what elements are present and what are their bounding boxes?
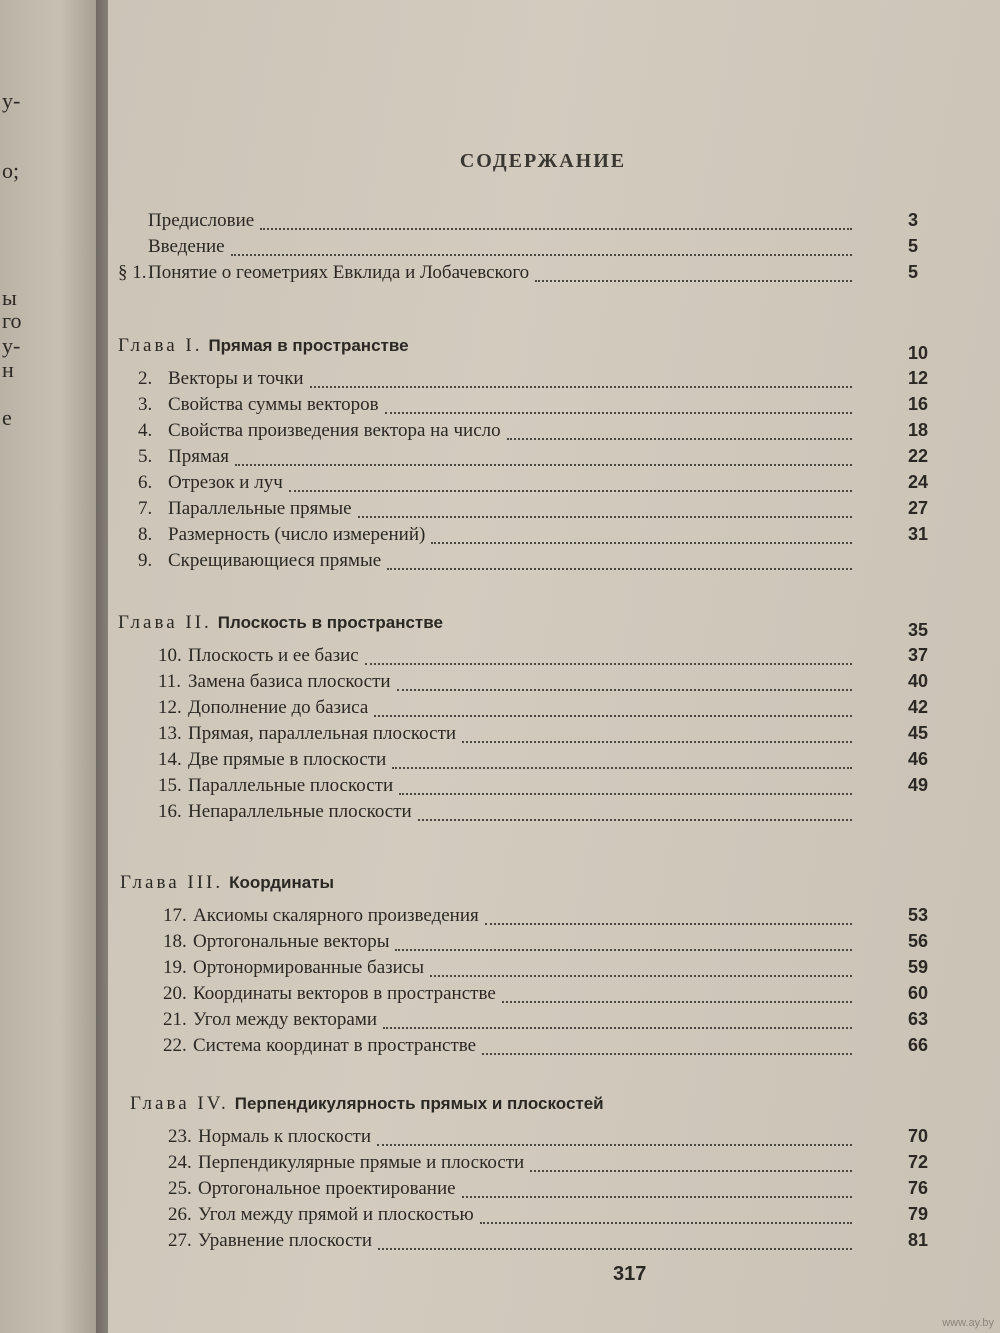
dot-leader (431, 528, 852, 544)
toc-entry-page: 22 (908, 446, 929, 466)
toc-entry (138, 550, 858, 574)
toc-entry-page: 16 (908, 394, 929, 414)
dot-leader (418, 805, 852, 821)
toc-page-cell (908, 697, 928, 721)
toc-entry-label: Параллельные прямые (168, 498, 352, 519)
dot-leader (235, 450, 852, 466)
toc-entry (163, 1009, 858, 1033)
toc-entry (163, 983, 858, 1007)
dot-leader (365, 649, 852, 665)
dot-leader (535, 266, 852, 282)
toc-page-cell (908, 420, 928, 444)
toc-entry-label: Параллельные плоскости (188, 775, 394, 796)
toc-entry-label: Скрещивающиеся прямые (168, 550, 382, 571)
toc-entry (158, 723, 858, 747)
toc-entry-number: 16. (158, 801, 182, 822)
toc-entry-page: 70 (908, 1126, 929, 1146)
toc-entry-label: Нормаль к плоскости (198, 1126, 372, 1147)
toc-entry-page: 12 (908, 368, 929, 388)
watermark: www.ay.by (942, 1317, 994, 1329)
toc-page-cell (908, 236, 918, 260)
toc-entry-page: 59 (908, 957, 929, 977)
toc-entry-label: Непараллельные плоскости (188, 801, 412, 822)
toc-entry (163, 957, 858, 981)
dot-leader (480, 1208, 852, 1224)
toc-entry-number: 13. (158, 723, 182, 744)
toc-entry-page: 31 (908, 524, 929, 544)
chapter-title: Плоскость в пространстве (217, 613, 443, 632)
dot-leader (462, 1182, 852, 1198)
toc-page-cell (908, 1009, 928, 1033)
dot-leader (397, 675, 852, 691)
toc-entry-label: Свойства суммы векторов (168, 394, 379, 415)
toc-entry (168, 1204, 858, 1228)
toc-entry-number: 7. (138, 498, 153, 519)
toc-page-cell (908, 343, 928, 367)
toc-page-cell (908, 1178, 928, 1202)
toc-entry-label: Прямая, параллельная плоскости (188, 723, 457, 744)
toc-entry (168, 1178, 858, 1202)
toc-entry-label: Плоскость и ее базис (188, 645, 359, 666)
toc-entry-number: 25. (168, 1178, 192, 1199)
dot-leader (310, 372, 852, 388)
toc-page-cell (908, 620, 928, 644)
toc-entry (138, 446, 858, 470)
left-text-fragment: у- (2, 88, 21, 113)
toc-entry (158, 749, 858, 773)
toc-entry-number: 20. (163, 983, 187, 1004)
toc-entry-number: 18. (163, 931, 187, 952)
toc-entry-label: Угол между векторами (193, 1009, 378, 1030)
chapter-title: Координаты (229, 873, 335, 892)
dot-leader (385, 398, 852, 414)
toc-entry-label: Векторы и точки (168, 368, 304, 389)
toc-page-cell (908, 1152, 928, 1176)
toc-entry-label: Две прямые в плоскости (188, 749, 387, 770)
chapter-page: 35 (908, 620, 929, 640)
toc-page-cell (908, 368, 928, 392)
toc-page-cell (908, 394, 928, 418)
toc-entry (118, 262, 858, 286)
chapter-heading (118, 612, 443, 634)
left-text-fragment: у- (2, 333, 21, 358)
toc-entry-page: 63 (908, 1009, 929, 1029)
toc-page-cell (908, 905, 928, 929)
toc-entry-number: 23. (168, 1126, 192, 1147)
dot-leader (378, 1234, 852, 1250)
toc-page-cell (908, 775, 928, 799)
toc-entry (163, 1035, 858, 1059)
toc-entry-page: 81 (908, 1230, 929, 1250)
toc-page-cell (908, 446, 928, 470)
toc-entry-label: Аксиомы скалярного произведения (193, 905, 479, 926)
chapter-prefix: Глава II. (118, 612, 212, 633)
toc-page-cell (908, 1035, 928, 1059)
toc-entry (163, 905, 858, 929)
toc-page-cell (908, 723, 928, 747)
toc-entry-page: 5 (908, 236, 919, 256)
toc-page-cell (908, 1230, 928, 1254)
toc-entry-label: Свойства произведения вектора на число (168, 420, 501, 441)
toc-entry-number: 21. (163, 1009, 187, 1030)
toc-entry-page: 79 (908, 1204, 929, 1224)
toc-entry-number: 27. (168, 1230, 192, 1251)
dot-leader (260, 214, 852, 230)
dot-leader (358, 502, 852, 518)
toc-entry-page: 42 (908, 697, 929, 717)
toc-entry-page: 46 (908, 749, 929, 769)
toc-page-cell (908, 749, 928, 773)
dot-leader (374, 701, 852, 717)
toc-entry-label: Ортогональное проектирование (198, 1178, 456, 1199)
toc-entry (138, 498, 858, 522)
chapter-prefix: Глава I. (118, 335, 203, 356)
chapter-title: Прямая в пространстве (208, 336, 409, 355)
toc-entry-page: 3 (908, 210, 919, 230)
toc-page-cell (908, 262, 918, 286)
toc-entry-number: 2. (138, 368, 153, 389)
toc-entry-number: 19. (163, 957, 187, 978)
toc-entry-label: Отрезок и луч (168, 472, 283, 493)
toc-page-cell (908, 1204, 928, 1228)
toc-entry-number: 22. (163, 1035, 187, 1056)
toc-page-cell (908, 1126, 928, 1150)
toc-entry-number: 17. (163, 905, 187, 926)
toc-page-cell (908, 931, 928, 955)
toc-entry-label: Угол между прямой и плоскостью (198, 1204, 474, 1225)
dot-leader (485, 909, 852, 925)
dot-leader (289, 476, 852, 492)
left-page (0, 0, 98, 1333)
dot-leader (530, 1156, 852, 1172)
dot-leader (392, 753, 852, 769)
toc-entry (168, 1152, 858, 1176)
toc-entry-number: 3. (138, 394, 153, 415)
chapter-heading (118, 335, 409, 357)
toc-entry (158, 697, 858, 721)
toc-page-cell (908, 671, 928, 695)
toc-page-cell (908, 957, 928, 981)
toc-entry-page: 27 (908, 498, 929, 518)
toc-entry-label: Уравнение плоскости (198, 1230, 373, 1251)
toc-page-cell (908, 472, 928, 496)
toc-page-cell (908, 210, 918, 234)
toc-entry-page: 18 (908, 420, 929, 440)
toc-entry-page: 72 (908, 1152, 929, 1172)
left-text-fragment: ы (2, 285, 17, 310)
toc-entry (158, 671, 858, 695)
toc-entry-label: Замена базиса плоскости (188, 671, 391, 692)
toc-entry-page: 5 (908, 262, 919, 282)
toc-entry-page: 49 (908, 775, 929, 795)
chapter-prefix: Глава III. (120, 872, 224, 893)
dot-leader (399, 779, 852, 795)
toc-entry-label: Перпендикулярные прямые и плоскости (198, 1152, 525, 1173)
chapter-prefix: Глава IV. (130, 1093, 229, 1114)
toc-entry-page: 66 (908, 1035, 929, 1055)
toc-entry (138, 368, 858, 392)
toc-entry-page: 76 (908, 1178, 929, 1198)
toc-entry (158, 645, 858, 669)
toc-entry-label: Дополнение до базиса (188, 697, 369, 718)
chapter-heading (120, 872, 334, 894)
left-text-fragment: го (2, 308, 22, 333)
toc-entry-number: 24. (168, 1152, 192, 1173)
toc-entry-label: Размерность (число измерений) (168, 524, 426, 545)
dot-leader (377, 1130, 852, 1146)
chapter-title: Перпендикулярность прямых и плоскостей (234, 1094, 604, 1113)
toc-entry (158, 801, 858, 825)
toc-entry-number: 15. (158, 775, 182, 796)
chapter-heading (130, 1093, 604, 1115)
toc-entry (118, 236, 858, 260)
dot-leader (395, 935, 852, 951)
left-text-fragment: н (2, 357, 14, 382)
toc-entry (138, 394, 858, 418)
toc-entry (168, 1126, 858, 1150)
toc-entry-page: 24 (908, 472, 929, 492)
dot-leader (502, 987, 852, 1003)
dot-leader (231, 240, 852, 256)
toc-entry-label: Введение (148, 236, 225, 257)
dot-leader (507, 424, 852, 440)
toc-entry-page: 60 (908, 983, 929, 1003)
toc-page-cell (908, 645, 928, 669)
dot-leader (383, 1013, 852, 1029)
toc-entry-label: Система координат в пространстве (193, 1035, 477, 1056)
dot-leader (430, 961, 852, 977)
toc-entry-number: 26. (168, 1204, 192, 1225)
toc-entry (118, 210, 858, 234)
toc-entry-label: Ортогональные векторы (193, 931, 390, 952)
left-text-fragment: о; (2, 158, 20, 183)
dot-leader (482, 1039, 852, 1055)
page-number: 317 (613, 1263, 647, 1285)
toc-entry (138, 420, 858, 444)
toc-entry-page: 45 (908, 723, 929, 743)
left-text-fragment: е (2, 405, 12, 430)
toc-page-cell (908, 524, 928, 548)
toc-entry-number: 4. (138, 420, 153, 441)
dot-leader (462, 727, 852, 743)
toc-entry (138, 524, 858, 548)
toc-entry (168, 1230, 858, 1254)
toc-entry-label: Координаты векторов в пространстве (193, 983, 496, 1004)
toc-entry-number: 8. (138, 524, 153, 545)
toc-entry-label: Предисловие (148, 210, 255, 231)
toc-entry-number: § 1. (118, 262, 147, 283)
toc-entry-number: 12. (158, 697, 182, 718)
toc-entry-page: 40 (908, 671, 929, 691)
toc-entry-number: 5. (138, 446, 153, 467)
toc-entry-label: Ортонормированные базисы (193, 957, 425, 978)
toc-entry-label: Прямая (168, 446, 230, 467)
page-title: СОДЕРЖАНИЕ (459, 150, 627, 172)
toc-entry-number: 11. (158, 671, 182, 692)
toc-entry-number: 14. (158, 749, 182, 770)
toc-entry (163, 931, 858, 955)
toc-entry-page: 37 (908, 645, 929, 665)
toc-entry (158, 775, 858, 799)
toc-page-cell (908, 983, 928, 1007)
toc-entry-number: 10. (158, 645, 182, 666)
toc-entry-page: 53 (908, 905, 929, 925)
toc-entry-number: 9. (138, 550, 153, 571)
dot-leader (387, 554, 852, 570)
contents-page (108, 0, 1000, 1333)
toc-page-cell (908, 498, 928, 522)
chapter-page: 10 (908, 343, 929, 363)
toc-entry-number: 6. (138, 472, 153, 493)
toc-entry-page: 56 (908, 931, 929, 951)
toc-entry (138, 472, 858, 496)
toc-entry-label: Понятие о геометриях Евклида и Лобачевского (148, 262, 530, 283)
